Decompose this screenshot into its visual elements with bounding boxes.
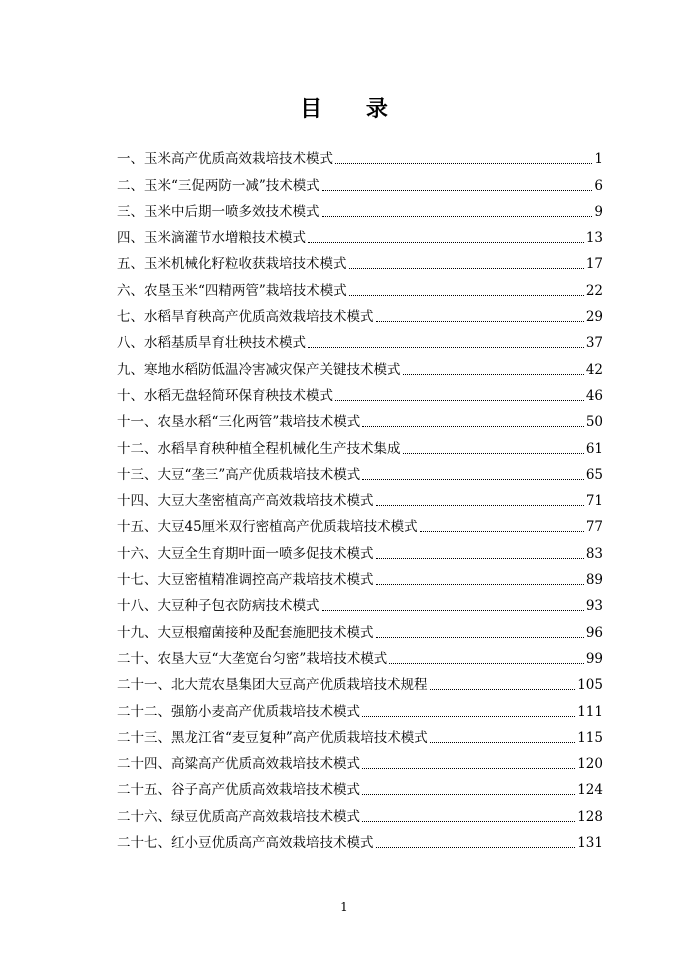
toc-entry-page: 6: [594, 177, 603, 194]
toc-leader-dots: [376, 637, 584, 638]
toc-entry[interactable]: [117, 669, 603, 695]
toc-entry-label: 二、玉米“三促两防一减”技术模式: [117, 177, 320, 194]
page-title: 目 录: [300, 97, 406, 122]
toc-entry-label: 十一、农垦水稻“三化两管”栽培技术模式: [117, 414, 361, 431]
toc-entry[interactable]: [117, 616, 603, 642]
toc-leader-dots: [362, 479, 584, 480]
toc-leader-dots: [362, 794, 575, 795]
toc-leader-dots: [403, 374, 584, 375]
toc-entry[interactable]: [117, 643, 603, 669]
toc-entry-page: 124: [577, 782, 603, 799]
toc-entry-page: 46: [585, 387, 603, 404]
toc-entry[interactable]: [117, 459, 603, 485]
toc-entry-label: 十五、大豆45厘米双行密植高产优质栽培技术模式: [117, 519, 418, 536]
toc-leader-dots: [430, 689, 576, 690]
toc-leader-dots: [308, 242, 584, 243]
toc-entry[interactable]: [117, 722, 603, 748]
toc-leader-dots: [376, 505, 584, 506]
toc-entry-label: 十二、水稻旱育秧种植全程机械化生产技术集成: [117, 440, 401, 457]
toc-entry[interactable]: [117, 169, 603, 195]
toc-entry-page: 13: [585, 230, 603, 247]
toc-leader-dots: [430, 742, 575, 743]
toc-entry-label: 九、寒地水稻防低温冷害减灾保产关键技术模式: [117, 361, 401, 378]
toc-entry-page: 9: [594, 203, 603, 220]
toc-entry-page: 50: [585, 414, 603, 431]
toc-leader-dots: [389, 663, 584, 664]
toc-entry[interactable]: [117, 432, 603, 458]
table-of-contents: [117, 143, 603, 853]
toc-entry-label: 十、水稻无盘轻简环保育秧技术模式: [117, 387, 333, 404]
toc-entry-page: 105: [577, 677, 603, 694]
toc-entry-label: 二十一、北大荒农垦集团大豆高产优质栽培技术规程: [117, 677, 428, 694]
toc-leader-dots: [376, 558, 584, 559]
toc-entry-label: 十三、大豆“垄三”高产优质栽培技术模式: [117, 466, 361, 483]
toc-entry-label: 五、玉米机械化籽粒收获栽培技术模式: [117, 256, 347, 273]
toc-entry[interactable]: [117, 327, 603, 353]
toc-entry-page: 120: [577, 756, 603, 773]
toc-entry[interactable]: [117, 748, 603, 774]
toc-leader-dots: [376, 847, 576, 848]
toc-entry-label: 二十、农垦大豆“大垄宽台匀密”栽培技术模式: [117, 650, 388, 667]
toc-leader-dots: [362, 768, 575, 769]
toc-entry-label: 十九、大豆根瘤菌接种及配套施肥技术模式: [117, 624, 374, 641]
toc-leader-dots: [349, 295, 584, 296]
toc-entry[interactable]: [117, 564, 603, 590]
toc-entry[interactable]: [117, 248, 603, 274]
toc-leader-dots: [322, 190, 593, 191]
toc-leader-dots: [335, 400, 584, 401]
toc-entry-page: 128: [577, 808, 603, 825]
toc-entry[interactable]: [117, 301, 603, 327]
toc-leader-dots: [403, 453, 584, 454]
toc-entry-label: 十八、大豆种子包衣防病技术模式: [117, 598, 320, 615]
toc-entry-page: 37: [585, 335, 603, 352]
toc-leader-dots: [362, 821, 575, 822]
toc-entry-label: 十七、大豆密植精准调控高产栽培技术模式: [117, 572, 374, 589]
toc-entry-label: 二十二、强筋小麦高产优质栽培技术模式: [117, 703, 360, 720]
toc-entry[interactable]: [117, 485, 603, 511]
toc-entry-label: 四、玉米滴灌节水增粮技术模式: [117, 230, 306, 247]
toc-leader-dots: [322, 216, 593, 217]
toc-entry-page: 93: [585, 598, 603, 615]
toc-entry-label: 十四、大豆大垄密植高产高效栽培技术模式: [117, 493, 374, 510]
toc-entry[interactable]: [117, 143, 603, 169]
toc-entry-label: 七、水稻旱育秧高产优质高效栽培技术模式: [117, 309, 374, 326]
toc-entry[interactable]: [117, 774, 603, 800]
toc-entry-page: 77: [585, 519, 603, 536]
toc-entry[interactable]: [117, 800, 603, 826]
toc-entry-page: 71: [585, 493, 603, 510]
toc-entry-page: 22: [585, 282, 603, 299]
toc-entry[interactable]: [117, 196, 603, 222]
toc-entry-page: 99: [585, 650, 603, 667]
toc-entry-page: 1: [594, 151, 603, 168]
toc-entry-label: 二十五、谷子高产优质高效栽培技术模式: [117, 782, 360, 799]
toc-leader-dots: [362, 716, 575, 717]
toc-entry[interactable]: [117, 590, 603, 616]
toc-entry[interactable]: [117, 353, 603, 379]
toc-entry-page: 89: [585, 572, 603, 589]
toc-leader-dots: [420, 531, 584, 532]
toc-entry-label: 二十七、红小豆优质高产高效栽培技术模式: [117, 835, 374, 852]
toc-entry-page: 131: [577, 835, 603, 852]
toc-entry-label: 八、水稻基质旱育壮秧技术模式: [117, 335, 306, 352]
toc-entry[interactable]: [117, 827, 603, 853]
toc-leader-dots: [308, 347, 584, 348]
toc-entry-page: 111: [577, 703, 603, 720]
toc-entry[interactable]: [117, 695, 603, 721]
toc-entry-page: 29: [585, 309, 603, 326]
toc-entry-page: 65: [585, 466, 603, 483]
toc-entry-label: 二十四、高粱高产优质高效栽培技术模式: [117, 756, 360, 773]
toc-entry-label: 二十六、绿豆优质高产高效栽培技术模式: [117, 808, 360, 825]
toc-entry[interactable]: [117, 274, 603, 300]
toc-entry-page: 42: [585, 361, 603, 378]
toc-entry[interactable]: [117, 537, 603, 563]
toc-entry-page: 96: [585, 624, 603, 641]
toc-entry-label: 二十三、黑龙江省“麦豆复种”高产优质栽培技术模式: [117, 729, 428, 746]
toc-entry-label: 十六、大豆全生育期叶面一喷多促技术模式: [117, 545, 374, 562]
toc-entry-label: 三、玉米中后期一喷多效技术模式: [117, 203, 320, 220]
toc-leader-dots: [376, 321, 584, 322]
toc-entry-label: 一、玉米高产优质高效栽培技术模式: [117, 151, 333, 168]
footer-page-number: 1: [340, 900, 348, 914]
toc-leader-dots: [349, 268, 584, 269]
toc-leader-dots: [376, 584, 584, 585]
toc-entry[interactable]: [117, 511, 603, 537]
toc-entry-page: 83: [585, 545, 603, 562]
toc-entry[interactable]: [117, 380, 603, 406]
toc-leader-dots: [335, 163, 592, 164]
toc-entry-page: 115: [577, 729, 603, 746]
toc-entry[interactable]: [117, 222, 603, 248]
toc-entry-page: 61: [585, 440, 603, 457]
toc-leader-dots: [322, 610, 584, 611]
toc-entry-label: 六、农垦玉米“四精两管”栽培技术模式: [117, 282, 347, 299]
toc-leader-dots: [362, 426, 584, 427]
toc-entry-page: 17: [585, 256, 603, 273]
toc-entry[interactable]: [117, 406, 603, 432]
